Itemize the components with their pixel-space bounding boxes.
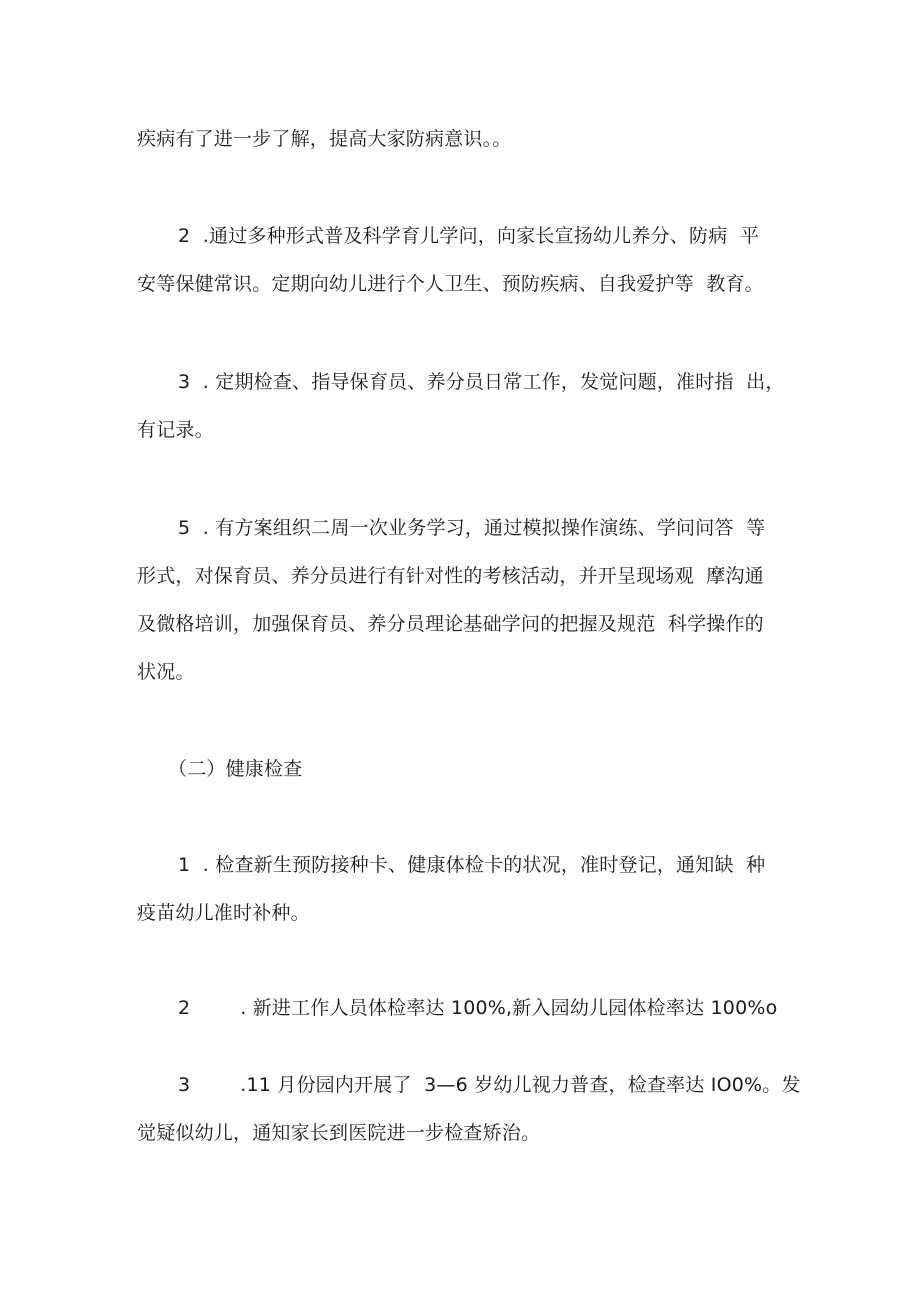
paragraph-continuation-line: 疾病有了进一步了解，提高大家防病意识。。 xyxy=(137,128,512,150)
item-5-line-2: 形式，对保育员、养分员进行有针对性的考核活动，并开呈现场观 摩沟通 xyxy=(137,565,764,587)
item-5-line-1: 5 . 有方案组织二周一次业务学习，通过模拟操作演练、学问问答 等 xyxy=(178,517,766,539)
item-2-line-2: 安等保健常识。定期向幼儿进行个人卫生、预防疾病、自我爱护等 教育。 xyxy=(137,273,764,295)
item-2-line-1: 2 .通过多种形式普及科学育儿学问，向家长宣扬幼儿养分、防病 平 xyxy=(178,225,760,247)
health-item-2-line-1: 2 . 新进工作人员体检率达 100%,新入园幼儿园体检率达 100%o xyxy=(178,997,778,1019)
section-heading-health-check: （二）健康检查 xyxy=(168,758,303,780)
health-item-3-line-1: 3 .11 月份园内开展了 3—6 岁幼儿视力普查，检查率达 IO0%。发 xyxy=(178,1074,801,1096)
item-3-line-1: 3 . 定期检查、指导保育员、养分员日常工作，发觉问题，准时指 出， xyxy=(178,371,785,393)
health-item-1-line-1: 1 . 检查新生预防接种卡、健康体检卡的状况，准时登记，通知缺 种 xyxy=(178,854,766,876)
item-3-line-2: 有记录。 xyxy=(137,419,214,441)
health-item-1-line-2: 疫苗幼儿准时补种。 xyxy=(137,902,310,924)
item-5-line-4: 状况。 xyxy=(137,661,195,683)
item-5-line-3: 及微格培训，加强保育员、养分员理论基础学问的把握及规范 科学操作的 xyxy=(137,613,764,635)
health-item-3-line-2: 觉疑似幼儿，通知家长到医院进一步检查矫治。 xyxy=(137,1122,541,1144)
